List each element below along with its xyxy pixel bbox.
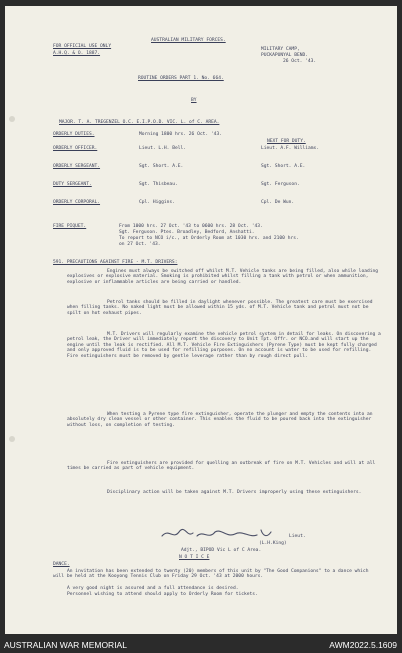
notice-line: An invitation has been extended to twenty (20) members of this unit by "The Good Companions" to a dance which will be held at the Kooyong Tennis Club on Friday 29 Oct. '43 at 2000 hours.	[53, 569, 369, 580]
duty-role: ORDERLY OFFICER.	[53, 146, 98, 151]
footer-bar	[0, 637, 402, 653]
commander-line: MAJOR. T. A. TREGENZEL O.C. E.I.P.O.D. VIC. L. of C. AREA.	[59, 120, 220, 125]
camp-label: MILITARY CAMP,	[261, 47, 300, 52]
footer-accession-number: AWM2022.5.1609	[329, 640, 397, 650]
next-for-duty-label: NEXT FOR DUTY.	[267, 139, 306, 144]
order-title: ROUTINE ORDERS PART 1. No. 664.	[138, 76, 224, 81]
body-paragraph: M.T. Drivers will regularly examine the vehicle petrol system in detail for leaks. On discovering a petrol leak, the Driver will immediately report the discovery to Unit Tpt. Offr. or NCO.and will start up the engine until the leak is rectified. All M.T. Vehicle Fire Extinguishers (Pyrene Type) must be kept fully charged and only approved fluid is to be used for refilling purposes. On no account is water to be used for refilling. Fire extinguishers must be removed by gentle leverage rather than by rough direct pull.	[67, 332, 381, 359]
body-paragraph: Disciplinary action will be taken against M.T. Drivers improperly using these extinguishers.	[107, 490, 362, 495]
order-date: 26 Oct. '43.	[283, 59, 317, 64]
duty-current: Sgt. Short. A.E.	[139, 164, 184, 169]
document-page	[5, 6, 397, 634]
notice-line: Personnel wishing to attend should apply to Orderly Room for tickets.	[67, 592, 258, 597]
duty-current: Lieut. L.H. Bell.	[139, 146, 187, 151]
signature-appointment: Adjt., BIPOD Vic L of C Area.	[181, 548, 262, 553]
duty-role: ORDERLY SERGEANT.	[53, 164, 101, 169]
reference-number: A.H.Q. & O. 1887.	[53, 51, 101, 56]
body-paragraph: Engines must always be switched off whilst M.T. Vehicle tanks are being filled, also while loading explosives or explosive material. Smoking is prohibited whilst filling a tank with petrol or when ammunition, explosive or inflammable articles are being carried or handled.	[67, 269, 379, 285]
fire-piquet-label: FIRE PIQUET.	[53, 224, 87, 229]
official-use-label: FOR OFFICIAL USE ONLY	[53, 44, 112, 49]
notice-heading: N O T I C E	[179, 555, 210, 560]
section-heading: 591. PRECAUTIONS AGAINST FIRE - M.T. DRIVERS:	[53, 260, 178, 265]
duty-current: Cpl. Higgins.	[139, 200, 175, 205]
duty-role: DUTY SERGEANT.	[53, 182, 92, 187]
body-paragraph: When testing a Pyrene type fire extinguisher, operate the plunger and empty the contents into an absolutely dry clean vessel or other container. This enables the fluid to be poured back into the extinguisher without loss, on completion of testing.	[67, 412, 373, 428]
duty-next: Lieut. A.F. Williams.	[261, 146, 320, 151]
signature-name: (L.H.King)	[259, 541, 287, 546]
duty-next: Cpl. De Wun.	[261, 200, 295, 205]
notice-label: DANCE.	[53, 562, 70, 567]
duty-next: Sgt. Short. A.E.	[261, 164, 306, 169]
duty-current: Sgt. Thisbeau.	[139, 182, 178, 187]
duty-role: ORDERLY CORPORAL.	[53, 200, 101, 205]
camp-place: PUCKAPUNYAL BEND.	[261, 53, 309, 58]
by-label: BY	[191, 98, 197, 103]
punch-hole	[9, 116, 15, 122]
fire-piquet-line: Sgt. Ferguson. Ptes. Broadley, Bedford, Anshatti.	[119, 230, 255, 235]
footer-institution: AUSTRALIAN WAR MEMORIAL	[4, 640, 127, 650]
notice-line: A very good night is assured and a full attendance is desired.	[67, 586, 239, 591]
duty-next: Sgt. Ferguson.	[261, 182, 300, 187]
punch-hole	[9, 436, 15, 442]
fire-piquet-line: To report to NCO i/c., at Orderly Room at 1030 hrs. and 2100 hrs.	[119, 236, 299, 241]
fire-piquet-line: From 1000 hrs. 27 Oct. '43 to 0600 hrs. 28 Oct. '43.	[119, 224, 263, 229]
fire-piquet-line: on 27 Oct. '43.	[119, 242, 161, 247]
handwritten-signature	[157, 526, 307, 542]
force-title: AUSTRALIAN MILITARY FORCES.	[151, 38, 226, 43]
body-paragraph: Fire extinguishers are provided for quelling an outbreak of fire on M.T. Vehicles and will at all times be carried as part of vehicle equipment.	[67, 461, 376, 472]
orderly-duties-value: Morning 1800 hrs. 26 Oct. '43.	[139, 132, 222, 137]
signature-rank: Lieut.	[289, 534, 306, 539]
orderly-duties-label: ORDERLY DUTIES.	[53, 132, 95, 137]
body-paragraph: Petrol tanks should be filled in daylight whenever possible. The greatest care must be exercised when filling tanks. No naked light must be allowed within 15 yds. of M.T. Vehicle tank and petrol must not be spilt on hot exhaust pipes.	[67, 300, 373, 316]
